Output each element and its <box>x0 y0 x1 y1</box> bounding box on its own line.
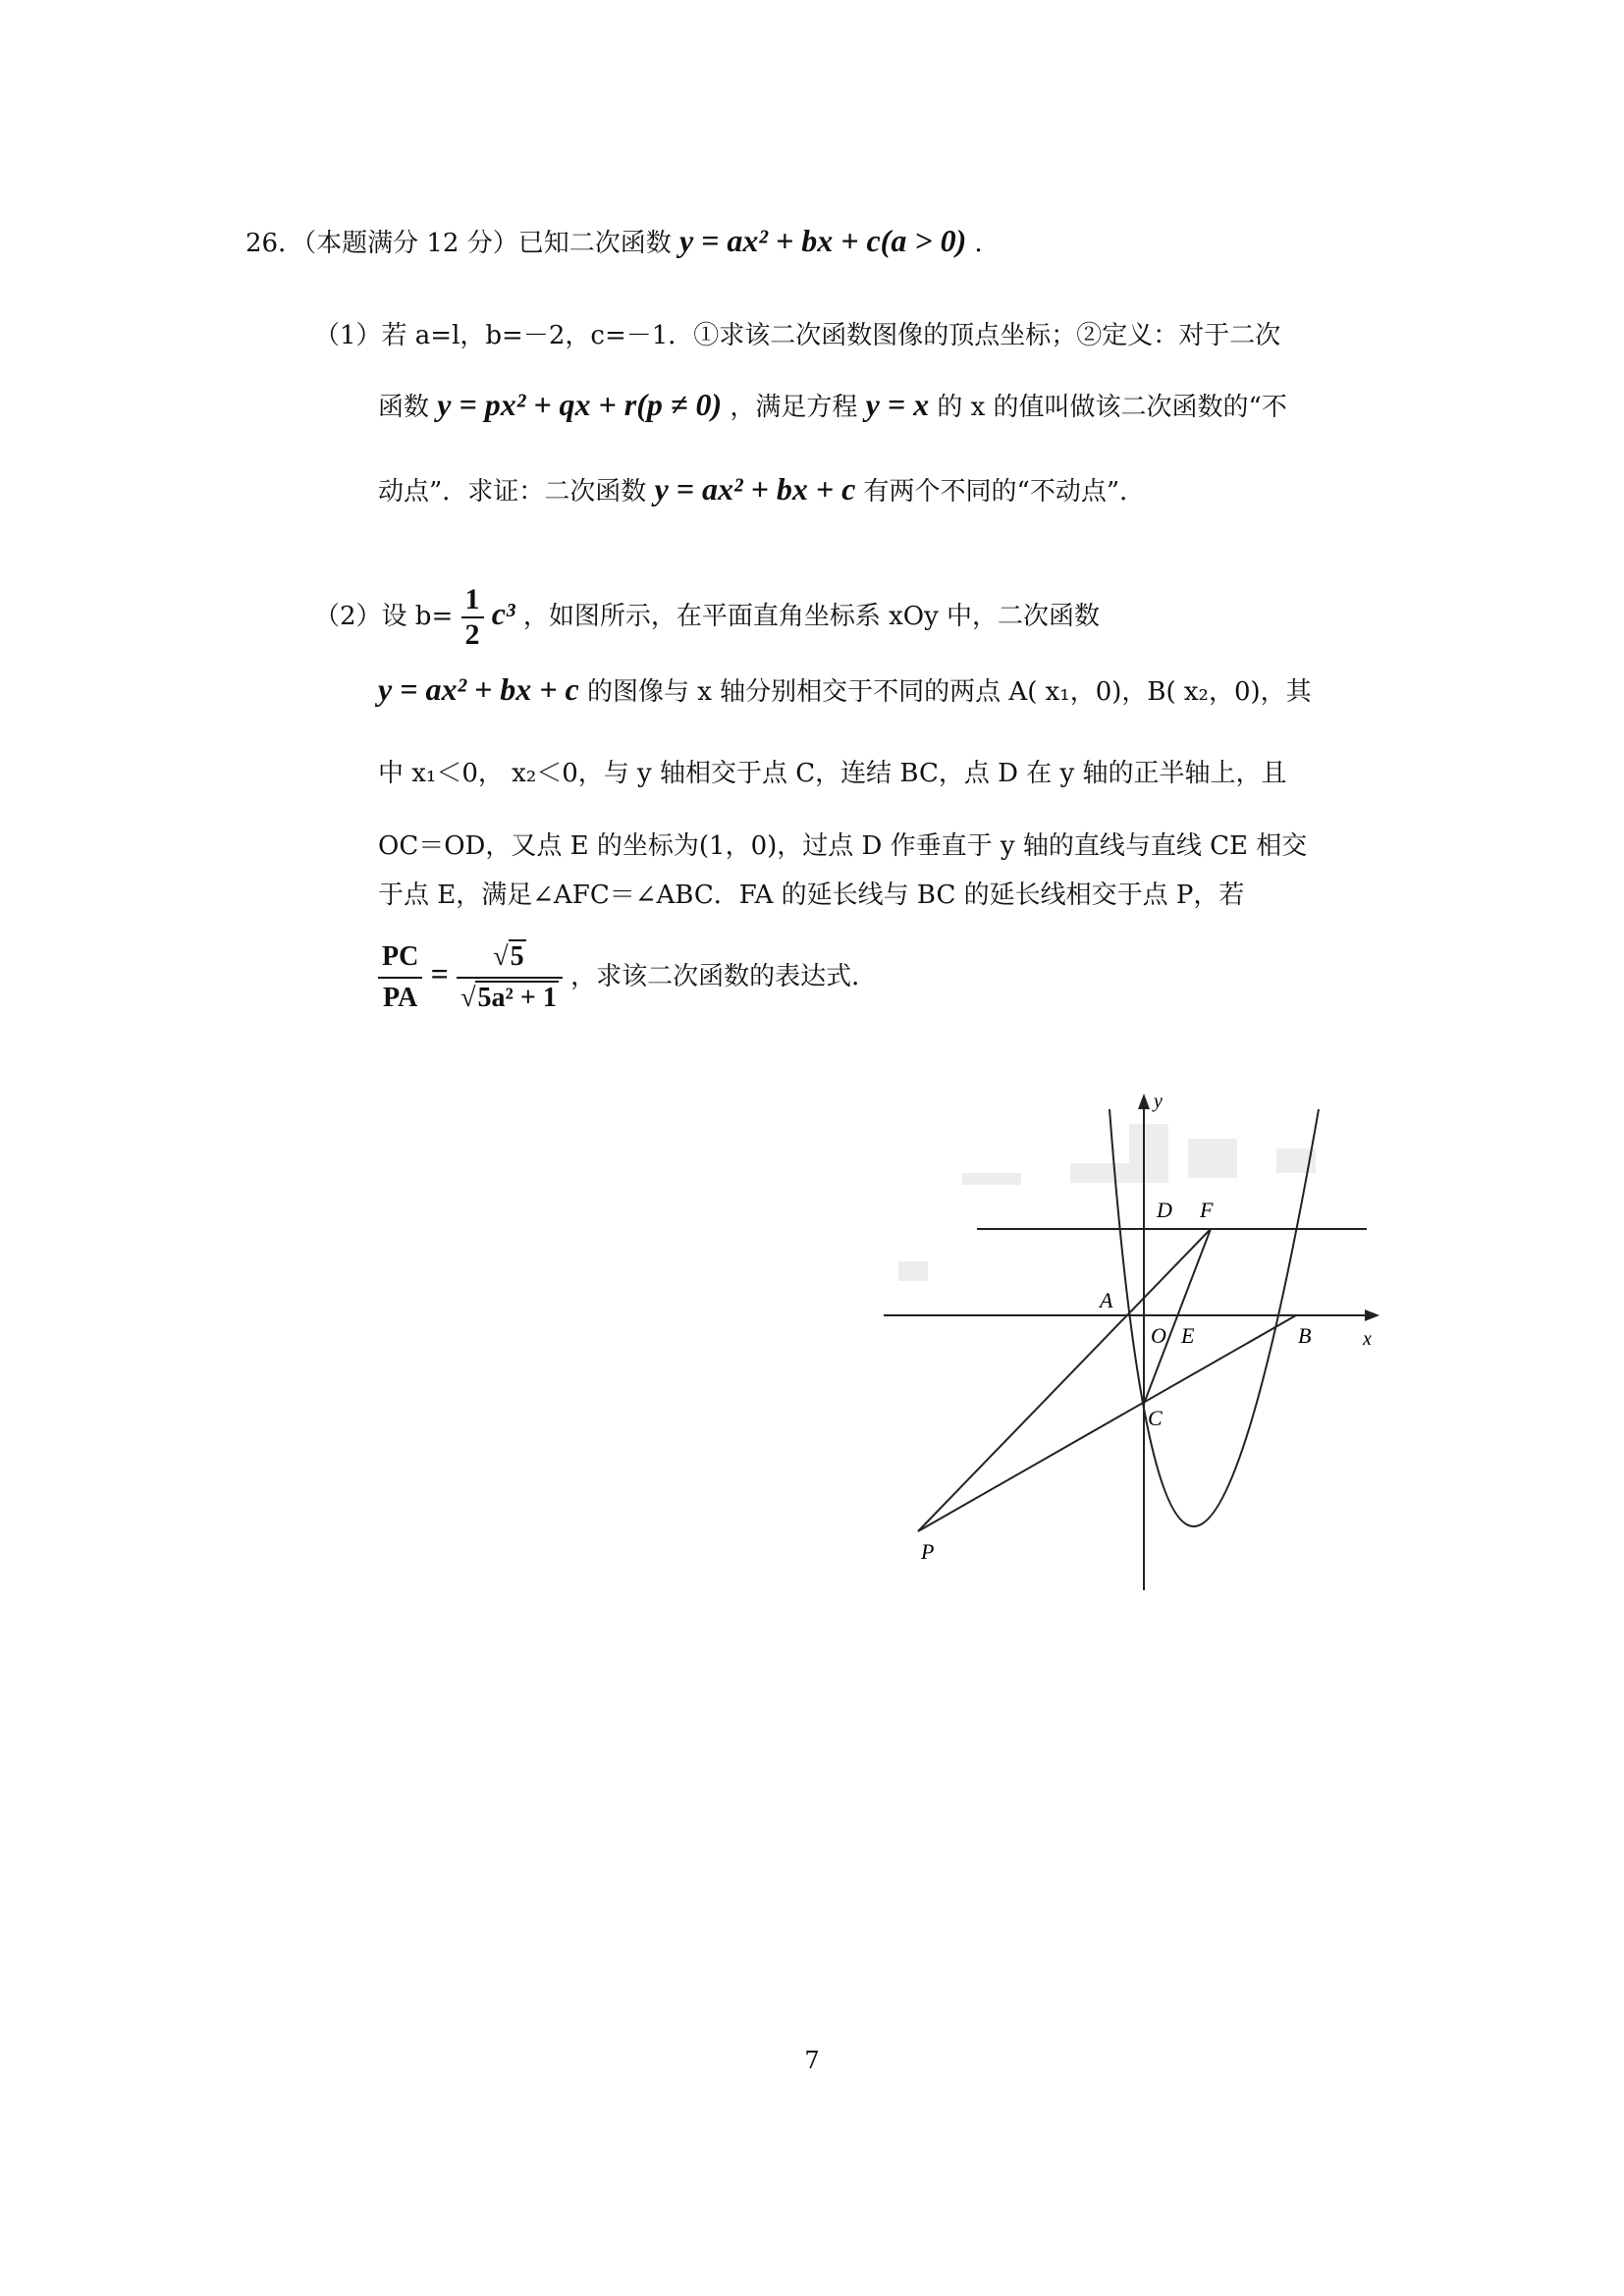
intro-formula: y = ax² + bx + c(a > 0) <box>678 223 967 258</box>
part1-formula-abc: y = ax² + bx + c <box>654 471 856 507</box>
part2-line1-pre: （2）设 b= <box>314 602 454 631</box>
problem-intro: 26．（本题满分 12 分）已知二次函数 <box>245 229 672 258</box>
ratio-denominator: PA <box>383 983 418 1013</box>
problem-heading <box>245 221 1001 263</box>
segment-fp <box>918 1229 1211 1531</box>
label-y: y <box>1154 1091 1163 1112</box>
label-o: O <box>1151 1323 1166 1348</box>
part2-line2-post: 的图像与 x 轴分别相交于不同的两点 A( x₁，0)，B( x₂，0)，其 <box>586 677 1312 707</box>
ratio-rhs <box>457 937 563 1018</box>
label-f: F <box>1200 1198 1214 1222</box>
c-cubed: c³ <box>491 596 515 631</box>
part1-line3-pre: 动点”．求证：二次函数 <box>378 477 647 507</box>
label-x: x <box>1363 1328 1372 1350</box>
equals-sign: = <box>430 956 449 991</box>
part2-formula-abc: y = ax² + bx + c <box>378 671 579 707</box>
part1-line2-pre: 函数 <box>378 393 430 422</box>
y-axis-arrow-icon <box>1138 1094 1150 1109</box>
intro-end: ． <box>974 229 1001 258</box>
fraction-denominator: 2 <box>464 618 480 651</box>
label-e: E <box>1181 1323 1195 1348</box>
x-axis-arrow-icon <box>1365 1309 1380 1321</box>
part1-line3 <box>378 469 1145 511</box>
part1-formula-yx: y = x <box>865 387 930 422</box>
fraction-one-half <box>461 583 484 652</box>
ratio-rhs-numerator: √5 <box>457 937 563 979</box>
part2-line1-post: ，如图所示，在平面直角坐标系 xOy 中，二次函数 <box>522 602 1101 631</box>
part1-formula-pqr: y = px² + qx + r(p ≠ 0) <box>437 387 723 422</box>
sqrt-five: 5 <box>510 941 524 972</box>
fraction-numerator: 1 <box>461 583 484 618</box>
ratio-pc-pa <box>378 937 422 1018</box>
part2-line6 <box>378 937 877 1018</box>
label-d: D <box>1157 1198 1172 1222</box>
ratio-numerator: PC <box>378 937 422 979</box>
label-p: P <box>921 1539 935 1564</box>
part1-line3-post: 有两个不同的“不动点”． <box>863 477 1146 507</box>
ratio-rhs-denominator: √5a² + 1 <box>460 983 557 1013</box>
part1-line2-mid: ，满足方程 <box>730 393 858 422</box>
part2-line3: 中 x₁＜0， x₂＜0，与 y 轴相交于点 C，连结 BC，点 D 在 y 轴的正半轴上，且 <box>378 759 1287 788</box>
segment-bp <box>918 1315 1296 1531</box>
part2-line1 <box>314 579 1100 652</box>
part1-line2-post: 的 x 的值叫做该二次函数的“不 <box>937 393 1287 422</box>
part2-line4: OC＝OD，又点 E 的坐标为(1，0)，过点 D 作垂直于 y 轴的直线与直线 CE 相交 <box>378 831 1308 861</box>
sqrt-five-a-sq-plus-one: 5a² + 1 <box>477 983 557 1013</box>
coordinate-figure <box>884 1080 1404 1620</box>
scan-noise <box>898 1124 1316 1281</box>
part2-line5: 于点 E，满足∠AFC＝∠ABC．FA 的延长线与 BC 的延长线相交于点 P，若 <box>378 881 1245 910</box>
part2-line2 <box>378 669 1312 712</box>
page-number: 7 <box>804 2047 820 2074</box>
part2-line6-post: ，求该二次函数的表达式． <box>570 962 878 991</box>
label-c: C <box>1148 1406 1163 1430</box>
label-a: A <box>1100 1288 1113 1312</box>
part1-line1: （1）若 a=l，b=－2，c=－1．①求该二次函数图像的顶点坐标；②定义：对于二次 <box>314 321 1281 350</box>
label-b: B <box>1298 1323 1312 1348</box>
part1-line2 <box>378 385 1287 427</box>
